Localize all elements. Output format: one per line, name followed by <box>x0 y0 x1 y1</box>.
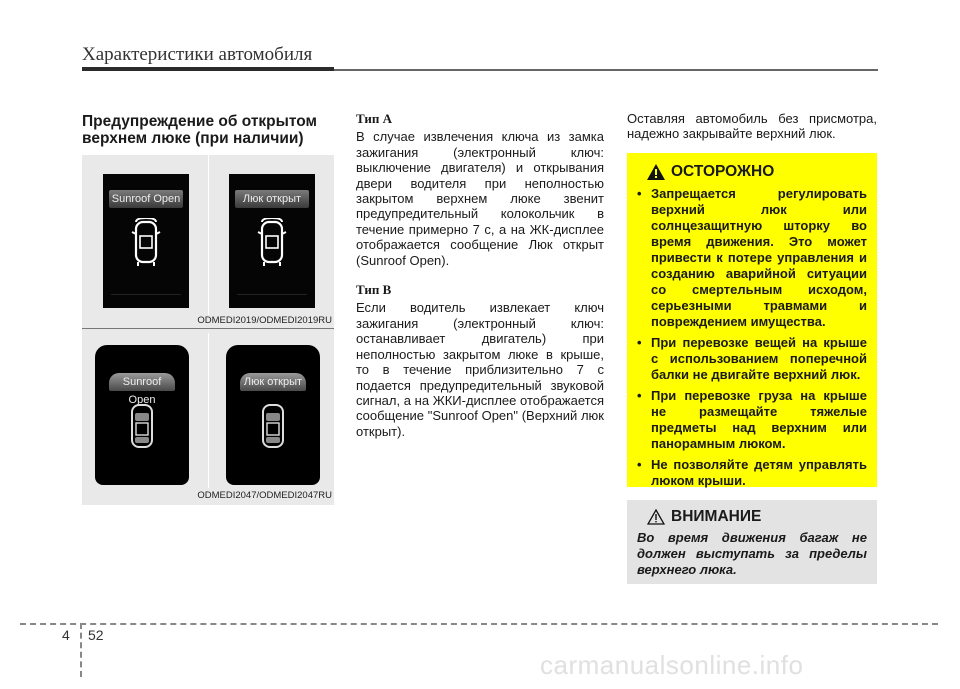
figure-separator <box>82 328 334 329</box>
car-top-view-icon <box>258 403 288 449</box>
unattended-vehicle-note: Оставляя автомобиль без присмотра, надежно закрывайте верхний люк. <box>627 111 877 142</box>
page-header-title: Характеристики автомобиля <box>82 44 313 65</box>
footer-dashed-divider <box>80 623 82 677</box>
display-status-strip <box>237 294 307 304</box>
section-heading-line2: верхнем люке (при наличии) <box>82 130 304 147</box>
car-sunroof-icon <box>253 218 291 268</box>
warning-item-text: При перевозке груза на крыше не размещайте тяжелые предметы над верхним или панорамным люком. <box>651 388 867 451</box>
figure-1-divider <box>208 155 209 315</box>
warning-list <box>637 186 867 489</box>
warning-triangle-icon <box>647 164 665 180</box>
warning-item <box>637 186 867 330</box>
caution-text: Во время движения багаж не должен выступать за пределы верхнего люка. <box>637 530 867 577</box>
warning-item-text: Не позволяйте детям управлять люком крыши. <box>651 457 867 488</box>
footer-dashed-rule <box>20 623 938 625</box>
figure-2-left-label: Sunroof Open <box>109 373 175 391</box>
warning-title <box>647 163 867 181</box>
figure-2-left-display <box>95 345 189 485</box>
figure-2-divider <box>208 333 209 488</box>
figure-2-right-label: Люк открыт <box>240 373 306 391</box>
warning-title-text: ОСТОРОЖНО <box>671 163 775 180</box>
type-b-heading: Тип B <box>356 282 392 298</box>
header-rule-thin <box>334 69 878 71</box>
display-status-strip <box>111 294 181 304</box>
car-sunroof-icon <box>127 218 165 268</box>
chapter-number: 4 <box>62 627 70 643</box>
warning-item <box>637 388 867 452</box>
section-heading <box>82 113 332 147</box>
warning-box <box>627 153 877 487</box>
warning-item <box>637 457 867 489</box>
caution-triangle-icon <box>647 509 665 525</box>
figure-2-right-display <box>226 345 320 485</box>
page-number: 52 <box>88 627 104 643</box>
bullet: • <box>637 186 642 201</box>
warning-item-text: Запрещается регулировать верхний люк или солнцезащитную шторку во время движения. Это может привести к потере управления и созданию аварийной ситуации со смертельным исходом, серьезными травмами и повреждением имущества. <box>651 186 867 329</box>
figure-1-left-display <box>103 174 189 308</box>
type-b-text: Если водитель извлекает ключ зажигания (электронный ключ: останавливает двигатель) при неполностью закрытом люке в крыше, то в течение приблизительно 7 с подается предупредительный звуковой сигнал, а на ЖКИ-дисплее отображается сообщение "Sunroof Open" (Верхний люк открыт). <box>356 300 604 439</box>
watermark: carmanualsonline.info <box>540 650 804 680</box>
car-top-view-icon <box>127 403 157 449</box>
figure-1-right-label: Люк открыт <box>235 190 309 208</box>
type-a-heading: Тип A <box>356 111 392 126</box>
bullet: • <box>637 335 642 350</box>
figure-1-right-display <box>229 174 315 308</box>
caution-title-text: ВНИМАНИЕ <box>671 508 762 525</box>
header-rule-thick <box>82 67 334 71</box>
bullet: • <box>637 457 642 472</box>
figure-1-left-label: Sunroof Open <box>109 190 183 208</box>
figure-1-caption: ODMEDI2019/ODMEDI2019RU <box>197 315 332 326</box>
warning-item <box>637 335 867 383</box>
bullet: • <box>637 388 642 403</box>
caution-title <box>647 508 867 526</box>
caution-box <box>627 500 877 584</box>
type-a-text: В случае извлечения ключа из замка зажигания (электронный ключ: выключение двигателя) и открывания двери водителя при неполностью закрытом верхнем люке звенит предупредительный колокольчик в течение примерно 7 с, а на ЖК-дисплее отображается сообщение Люк открыт (Sunroof Open). <box>356 129 604 268</box>
figure-2-caption: ODMEDI2047/ODMEDI2047RU <box>197 490 332 501</box>
column-2 <box>356 111 604 439</box>
warning-item-text: При перевозке вещей на крыше с использованием поперечной балки не двигайте верхний люк. <box>651 335 867 382</box>
section-heading-line1: Предупреждение об открытом <box>82 113 317 130</box>
